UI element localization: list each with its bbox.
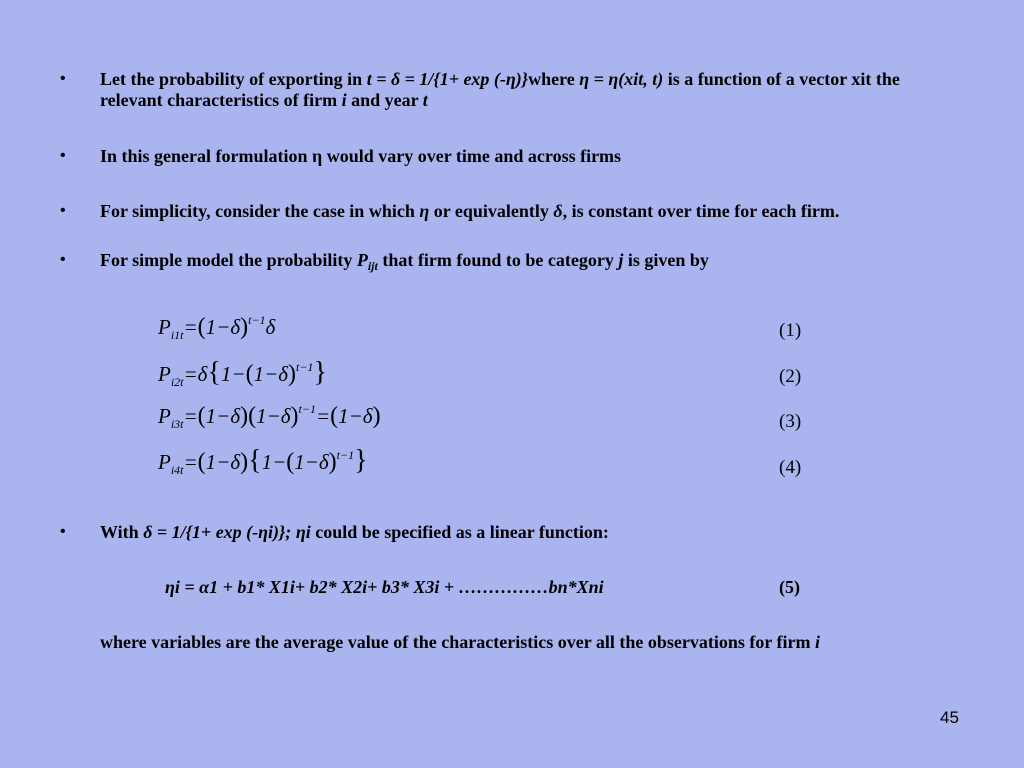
text-fragment: is a function of a vector xit the relevant characteristics of firm <box>100 69 900 110</box>
formula-inline: t = δ = 1/{1+ exp (-η)} <box>366 69 529 89</box>
bullet-marker: • <box>60 523 66 540</box>
variable-j: j <box>618 250 624 270</box>
variable-i: i <box>815 632 821 652</box>
equation-number: (2) <box>779 366 802 387</box>
delta-symbol: δ <box>553 201 563 221</box>
equation-number: (3) <box>779 411 802 432</box>
equation-subscript: i1t <box>170 328 184 342</box>
bullet-marker: • <box>60 70 66 87</box>
equation-2: $P_{i2t}=\delta\{1-(1-\delta)^{t-1}\}$ <box>158 357 327 389</box>
variable-t: t <box>422 90 428 110</box>
equation-number: (5) <box>779 577 800 597</box>
text-fragment: is given by <box>623 250 709 270</box>
text-fragment: , is constant over time for each firm. <box>562 201 840 221</box>
text-fragment: For simple model the probability <box>100 250 357 270</box>
text-fragment: With <box>100 522 144 542</box>
bullet-simple-model <box>100 250 920 271</box>
variable-i: i <box>341 90 347 110</box>
bullet-linear-function <box>100 522 920 543</box>
text-fragment: where variables are the average value of the characteristics over all the observations for firm <box>100 632 815 652</box>
text-fragment: Let the probability of exporting in <box>100 69 367 89</box>
equation-subscript: i2t <box>170 375 184 389</box>
text-fragment: and year <box>346 90 423 110</box>
eta-symbol: η <box>419 201 430 221</box>
text-fragment: could be specified as a linear function: <box>310 522 609 542</box>
bullet-simplicity <box>100 201 920 222</box>
text-fragment: or equivalently <box>429 201 554 221</box>
bullet-general-formulation <box>100 146 920 167</box>
equation-4: $P_{i4t}=(1-\delta)\{1-(1-\delta)^{t-1}\}$ <box>158 445 368 477</box>
equation-1: $P_{i1t}=(1-\delta)^{t-1}\delta$ <box>158 313 276 342</box>
formula-inline: η = η(xit, t) <box>579 69 664 89</box>
text-fragment: In this general formulation <box>100 146 313 166</box>
bullet-marker: • <box>60 202 66 219</box>
equation-subscript: i4t <box>170 463 184 477</box>
equation-5: ηi = α1 + b1* X1i+ b2* X2i+ b3* X3i + ……………bn*Xni <box>165 577 604 597</box>
bullet-probability-exporting <box>100 69 920 111</box>
text-fragment: would vary over time and across firms <box>322 146 622 166</box>
text-fragment: where <box>528 69 580 89</box>
formula-inline: ηi <box>295 522 311 542</box>
equation-number: (4) <box>779 457 802 478</box>
subscript-ijt: ijt <box>367 259 378 273</box>
equation-subscript: i3t <box>170 417 184 431</box>
explanation-paragraph <box>100 632 920 653</box>
formula-inline: δ = 1/{1+ exp (-ηi)}; <box>143 522 296 542</box>
equation-number: (1) <box>779 320 802 341</box>
equation-3: $P_{i3t}=(1-\delta)(1-\delta)^{t-1}=(1-\delta)$ <box>158 402 381 431</box>
page-number: 45 <box>940 708 959 727</box>
bullet-marker: • <box>60 251 66 268</box>
bullet-marker: • <box>60 147 66 164</box>
text-fragment: For simplicity, consider the case in which <box>100 201 420 221</box>
eta-symbol: η <box>312 146 323 166</box>
text-fragment: that firm found to be category <box>377 250 619 270</box>
variable-p: P <box>356 250 368 270</box>
